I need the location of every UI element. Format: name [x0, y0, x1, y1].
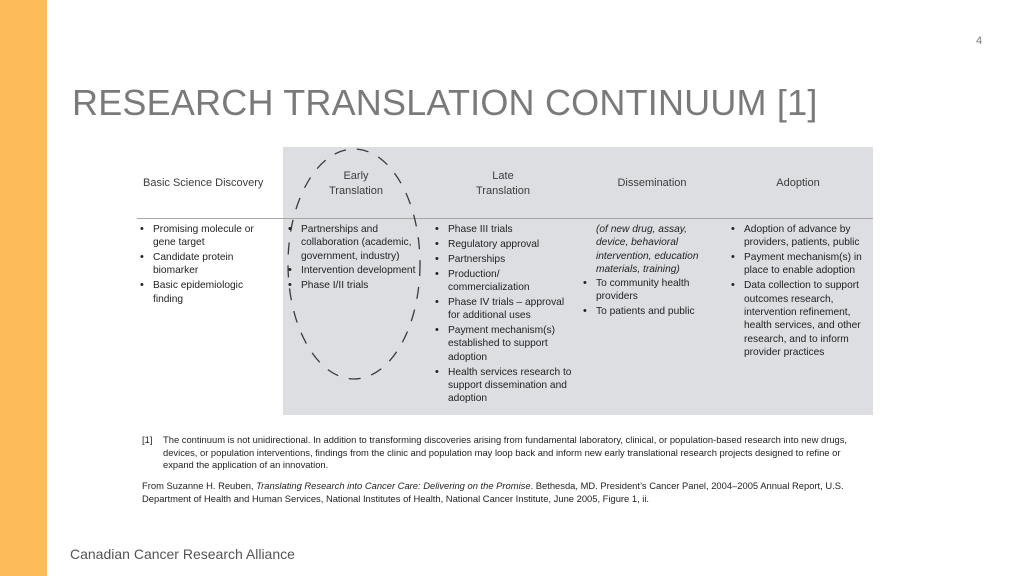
list-item: • Payment mechanism(s) in place to enable adoption	[728, 251, 870, 278]
heading-late-translation: Late Translation	[475, 170, 530, 197]
list-item: • Phase I/II trials	[285, 279, 423, 292]
late-translation-list	[432, 223, 572, 407]
list-item: • Partnerships and collaboration (academic, government, industry)	[285, 223, 423, 263]
list-item: • Partnerships	[432, 253, 572, 266]
list-item: • Health services research to support dissemination and adoption	[432, 366, 572, 406]
heading-basic-science-discovery: Basic Science Discovery	[143, 177, 264, 189]
list-item: • Payment mechanism(s) established to support adoption	[432, 324, 572, 364]
heading-dissemination: Dissemination	[617, 177, 687, 189]
list-item: • Adoption of advance by providers, patients, public	[728, 223, 870, 250]
dissemination-note: (of new drug, assay, device, behavioral intervention, education materials, training)	[596, 224, 699, 275]
list-item: • To patients and public	[580, 305, 720, 318]
footnote	[142, 434, 862, 472]
early-translation-list	[285, 223, 423, 294]
list-item: • Intervention development	[285, 264, 423, 277]
list-item: • Phase IV trials – approval for additional uses	[432, 296, 572, 323]
list-item: • Production/ commercialization	[432, 268, 572, 295]
heading-early-translation: Early Translation	[328, 170, 383, 197]
page-number: 4	[976, 35, 983, 47]
footnote-text: The continuum is not unidirectional. In addition to transforming discoveries arising from fundamental laboratory, clinical, or population-based research into new drugs, devices, or population interventions, findings from the clinic and population may loop back and inform new early translational research projects designed to refine or expand the application of an innovation.	[163, 434, 848, 471]
slide-title: RESEARCH TRANSLATION CONTINUUM [1]	[72, 82, 818, 123]
list-item: • To community health providers	[580, 277, 720, 304]
footnote-marker: [1]	[142, 434, 153, 445]
heading-adoption: Adoption	[776, 177, 820, 189]
list-item: • Candidate protein biomarker	[137, 251, 272, 278]
list-item: • Regulatory approval	[432, 238, 572, 251]
basic-science-list	[137, 223, 272, 308]
citation-prefix: From Suzanne H. Reuben,	[142, 480, 257, 491]
citation-book-title: Translating Research into Cancer Care: Delivering on the Promise	[256, 480, 531, 491]
source-citation	[142, 480, 867, 505]
list-item: • Basic epidemiologic finding	[137, 279, 272, 306]
dissemination-list	[580, 223, 720, 320]
continuum-figure	[137, 147, 873, 415]
footer-organization: Canadian Cancer Research Alliance	[70, 546, 295, 562]
list-item: • Data collection to support outcomes research, intervention refinement, health services, and other research, and to inform provider practices	[728, 279, 870, 359]
list-item: • Promising molecule or gene target	[137, 223, 272, 250]
citation-suffix: . Bethesda, MD. President’s Cancer Panel, 2004–2005 Annual Report, U.S. Department of Health and Human Services, National Institutes of Health, National Cancer Institute, June 2005, Figure 1, ii.	[142, 480, 844, 504]
adoption-list	[728, 223, 870, 361]
list-item: • Phase III trials	[432, 223, 572, 236]
accent-sidebar-bar	[0, 0, 47, 576]
